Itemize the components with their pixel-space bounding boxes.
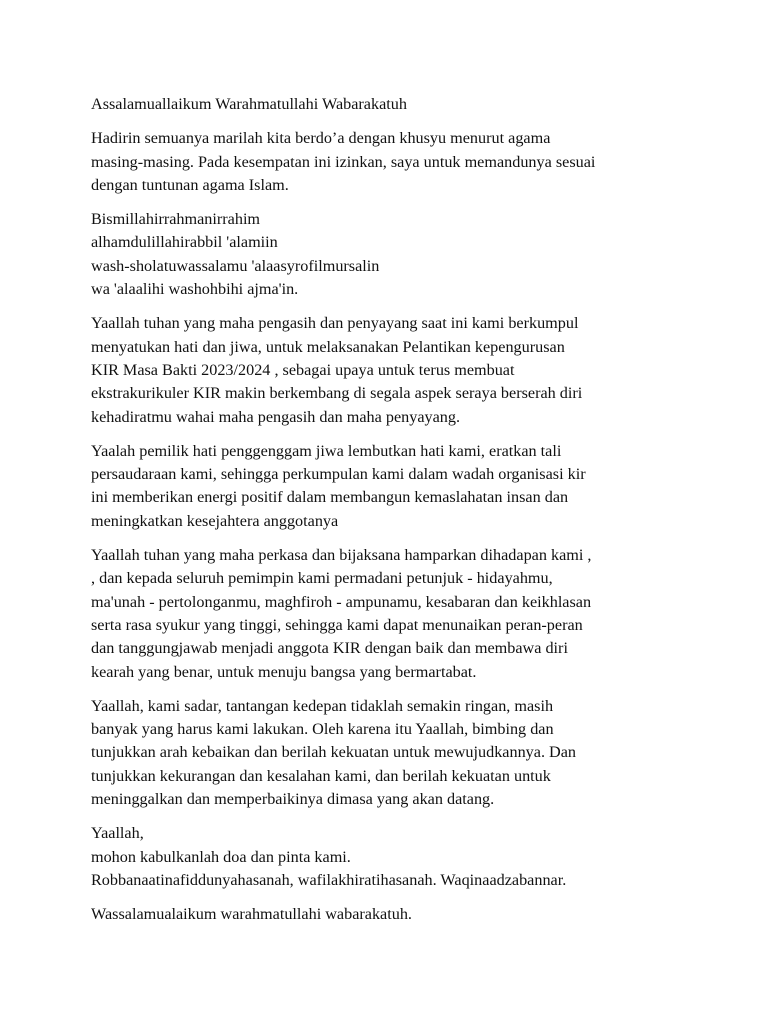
text-line: Robbanaatinafiddunyahasanah, wafilakhiratihasanah. Waqinaadzabannar. [91, 870, 567, 889]
document-page [91, 93, 711, 938]
prayer-paragraph-2 [91, 440, 711, 533]
text-line: dan tanggungjawab menjadi anggota KIR dengan baik dan membawa diri [91, 639, 568, 658]
prayer-paragraph-3 [91, 544, 711, 684]
closing-greeting-paragraph [91, 903, 711, 926]
text-line: serta rasa syukur yang tinggi, sehingga kami dapat menunaikan peran-peran [91, 615, 583, 634]
text-line: meninggalkan dan memperbaikinya dimasa yang akan datang. [91, 790, 495, 809]
text-line: banyak yang harus kami lakukan. Oleh karena itu Yaallah, bimbing dan [91, 720, 554, 739]
text-line: ekstrakurikuler KIR makin berkembang di segala aspek seraya berserah diri [91, 384, 583, 403]
text-line: Yaallah, [91, 824, 144, 843]
text-line: Yaallah tuhan yang maha perkasa dan bijaksana hamparkan dihadapan kami , [91, 546, 592, 565]
text-line: kearah yang benar, untuk menuju bangsa yang bermartabat. [91, 662, 477, 681]
text-line: Yaallah, kami sadar, tantangan kedepan tidaklah semakin ringan, masih [91, 696, 554, 715]
text-line: meningkatkan kesejahtera anggotanya [91, 511, 339, 530]
text-line: menyatukan hati dan jiwa, untuk melaksanakan Pelantikan kepengurusan [91, 337, 565, 356]
text-line: tunjukkan arah kebaikan dan berilah kekuatan untuk mewujudkannya. Dan [91, 743, 577, 762]
text-line: Bismillahirrahmanirrahim [91, 210, 261, 229]
text-line: , dan kepada seluruh pemimpin kami permadani petunjuk - hidayahmu, [91, 569, 553, 588]
text-line: alhamdulillahirabbil 'alamiin [91, 233, 278, 252]
text-line: dengan tuntunan agama Islam. [91, 175, 289, 194]
prayer-paragraph-1 [91, 312, 711, 428]
text-line: KIR Masa Bakti 2023/2024 , sebagai upaya untuk terus membuat [91, 360, 515, 379]
text-line: wa 'alaalihi washohbihi ajma'in. [91, 280, 299, 299]
text-line: wash-sholatuwassalamu 'alaasyrofilmursalin [91, 256, 380, 275]
opening-paragraph [91, 127, 711, 197]
basmalah-paragraph [91, 208, 711, 301]
text-line: kehadiratmu wahai maha pengasih dan maha penyayang. [91, 407, 461, 426]
text-line: Hadirin semuanya marilah kita berdo’a dengan khusyu menurut agama [91, 129, 551, 148]
text-line: mohon kabulkanlah doa dan pinta kami. [91, 847, 351, 866]
closing-prayer-paragraph [91, 822, 711, 892]
text-line: persaudaraan kami, sehingga perkumpulan kami dalam wadah organisasi kir [91, 465, 586, 484]
text-line: ma'unah - pertolonganmu, maghfiroh - ampunamu, kesabaran dan keikhlasan [91, 592, 592, 611]
text-line: masing-masing. Pada kesempatan ini izinkan, saya untuk memandunya sesuai [91, 152, 596, 171]
prayer-paragraph-4 [91, 695, 711, 811]
text-line: Wassalamualaikum warahmatullahi wabarakatuh. [91, 905, 412, 924]
text-line: Assalamuallaikum Warahmatullahi Wabarakatuh [91, 95, 407, 113]
greeting-paragraph [91, 93, 711, 116]
text-line: ini memberikan energi positif dalam membangun kemaslahatan insan dan [91, 488, 569, 507]
text-line: Yaallah tuhan yang maha pengasih dan penyayang saat ini kami berkumpul [91, 314, 579, 333]
text-line: tunjukkan kekurangan dan kesalahan kami, dan berilah kekuatan untuk [91, 766, 551, 785]
text-line: Yaalah pemilik hati penggenggam jiwa lembutkan hati kami, eratkan tali [91, 441, 562, 460]
